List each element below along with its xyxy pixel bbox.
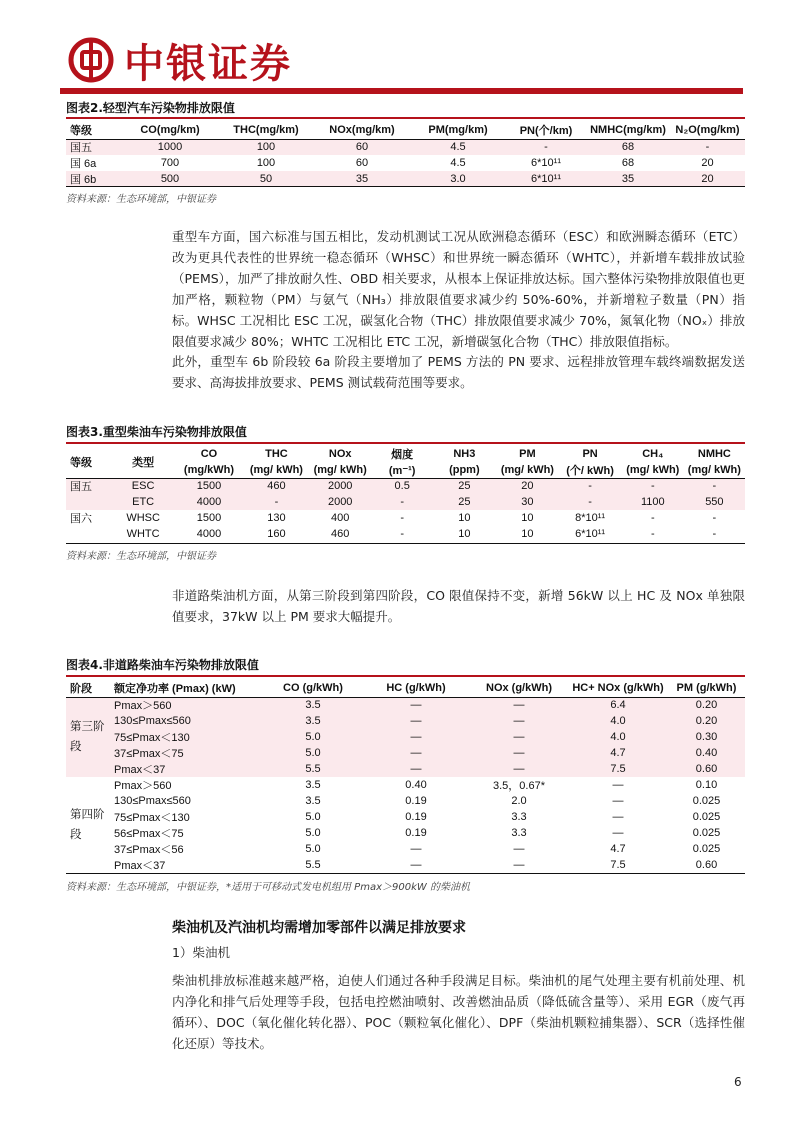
table-cell: 50: [218, 171, 314, 187]
table-cell: 35: [586, 171, 670, 187]
header-rule: [60, 88, 743, 94]
table-cell: 68: [586, 139, 670, 155]
table2-title: 图表2.轻型汽车污染物排放限值: [66, 101, 235, 115]
table2-header: N₂O(mg/km): [675, 124, 740, 136]
table-cell: 4.5: [410, 139, 506, 155]
table-cell: 4000: [173, 494, 244, 510]
brand-name: 中银证券: [124, 39, 292, 87]
table-cell: -: [650, 528, 655, 540]
table3-unit: (ppm): [449, 464, 480, 476]
table-cell: 1000: [122, 139, 218, 155]
table-cell: 100: [256, 157, 276, 169]
table-cell: —: [612, 811, 624, 823]
table-row: [66, 841, 745, 857]
table-cell: —: [470, 697, 568, 713]
table3-header: NH3: [453, 448, 476, 460]
table4-header: CO (g/kWh): [283, 682, 343, 694]
table-row: [66, 713, 745, 729]
table-cell: 75≤Pmax＜130: [114, 812, 190, 824]
table-cell: WHTC: [126, 528, 160, 540]
table-cell: 460: [245, 478, 309, 494]
table-cell: —: [513, 843, 525, 855]
table-cell: 0.60: [695, 859, 718, 871]
table-cell: 5.5: [264, 761, 362, 777]
table3-unit: (m⁻¹): [388, 464, 416, 477]
table-cell: -: [650, 512, 655, 524]
table-cell: 2000: [308, 494, 372, 510]
table-row: [66, 825, 745, 841]
table-cell: —: [513, 859, 525, 871]
table-cell: 0.19: [405, 795, 427, 807]
table-cell: 5.0: [305, 843, 321, 855]
table4: [66, 679, 745, 873]
paragraph-nonroad: 非道路柴油机方面，从第三阶段到第四阶段，CO 限值保持不变，新增 56kW 以上 HC 及 NOx 单独限值要求，37kW 以上 PM 要求大幅提升。: [172, 588, 745, 624]
table-row: [66, 171, 745, 187]
table-cell: 20: [670, 171, 745, 187]
table-cell: 0.60: [668, 761, 745, 777]
table-cell: 68: [621, 157, 635, 169]
stage3-label: 第三阶段: [66, 697, 110, 777]
table3-header: 等级: [70, 457, 92, 469]
table-cell: -: [400, 512, 405, 524]
table-cell: -: [400, 528, 405, 540]
table2-header: THC(mg/km): [233, 124, 299, 136]
table-cell: 35: [314, 171, 410, 187]
table-cell: 4.7: [610, 843, 626, 855]
table3-header: NMHC: [697, 448, 731, 460]
table-cell: 37≤Pmax＜75: [110, 745, 264, 761]
table3-unit: (个/ kWh): [566, 465, 614, 477]
table-cell: 0.19: [405, 827, 427, 839]
table-cell: -: [684, 478, 745, 494]
table-cell: 3.3: [511, 811, 527, 823]
table-cell: 10: [521, 528, 534, 540]
table-cell: 700: [160, 157, 180, 169]
table-cell: ESC: [113, 478, 174, 494]
table3-bottom-rule: [66, 543, 745, 544]
table2-source: 资料来源：生态环境部，中银证券: [66, 194, 216, 205]
table2-header: PM(mg/km): [428, 124, 488, 136]
table-cell: 60: [355, 157, 369, 169]
table-cell: 1500: [196, 512, 222, 524]
table3-header-row: [66, 446, 745, 462]
table-cell: 5.0: [305, 811, 321, 823]
table3-unit: (mg/ kWh): [626, 464, 680, 476]
table-cell: ETC: [113, 494, 174, 510]
paragraph-heavy-vehicle: 重型车方面，国六标准与国五相比，发动机测试工况从欧洲稳态循环（ESC）和欧洲瞬态循环（ETC）改为更具代表性的世界统一稳态循环（WHSC）和世界统一瞬态循环（WHTC），并新增车载排放试验（PEMS），加严了排放耐久性、OBD 相关要求，从根本上保证排放达标。国六整体污染物排放限值也更加严格，颗粒物（PM）与氨气（NH₃）排放限值要求减少约 50%-60%，并新增粒子数量（PN）指标。WHSC 工况相比 ESC 工况，碳氢化合物（THC）排放限值要求减少 70%，氮氧化物（NOₓ）排放限值要求减少 80%；WHTC 工况相比 ETC 工况，新增碳氢化合物（THC）排放限值指标。: [172, 229, 745, 349]
table3-title: 图表3.重型柴油车污染物排放限值: [66, 425, 247, 439]
paragraph-6b-stage: 此外，重型车 6b 阶段较 6a 阶段主要增加了 PEMS 方法的 PN 要求、远程排放管理车载终端数据发送要求、高海拔排放要求、PEMS 测试载荷范围等要求。: [172, 354, 745, 390]
table-cell: 0.20: [668, 697, 745, 713]
table-cell: 3.3: [511, 827, 527, 839]
table-cell: 0.025: [692, 795, 721, 807]
table-cell: 7.5: [610, 859, 626, 871]
table-cell: 130≤Pmax≤560: [114, 795, 191, 807]
table-cell: 0.5: [372, 478, 432, 494]
table-row: [66, 761, 745, 777]
table-cell: 400: [331, 512, 350, 524]
table-cell: 0.30: [668, 729, 745, 745]
table3: [66, 446, 745, 542]
table3-header: 烟度: [391, 449, 414, 461]
paragraph-diesel: 柴油机排放标准越来越严格，迫使人们通过各种手段满足目标。柴油机的尾气处理主要有机前处理、机内净化和排气后处理等手段，包括电控燃油喷射、改善燃油品质（降低硫含量等）、采用 EGR（废气再循环）、DOC（氧化催化转化器）、POC（颗粒氧化催化）、DPF（柴油机颗粒捕集器）、SCR（选择性催化还原）等技术。: [172, 973, 745, 1051]
table-cell: 0.025: [692, 843, 721, 855]
table4-header-row: [66, 679, 745, 697]
table-cell: —: [470, 713, 568, 729]
table-cell: -: [558, 478, 621, 494]
table-cell: -: [712, 512, 717, 524]
table3-header: PM: [519, 448, 536, 460]
table-cell: 500: [122, 171, 218, 187]
table-row: [66, 809, 745, 825]
table2-header-row: [66, 121, 745, 139]
table2-header: CO(mg/km): [140, 124, 200, 136]
table-cell: 100: [218, 139, 314, 155]
table-cell: 7.5: [568, 761, 668, 777]
table2-header: PN(个/km): [519, 125, 573, 137]
bank-of-china-logo-icon: [68, 37, 114, 83]
brand-logo: [68, 32, 318, 88]
table-cell: 4.5: [450, 157, 466, 169]
table-cell: 4000: [196, 528, 222, 540]
table3-header: CH₄: [642, 448, 664, 460]
table4-header: HC+ NOx (g/kWh): [572, 682, 664, 694]
table3-header: 类型: [132, 457, 155, 469]
table-cell: Pmax＜37: [114, 860, 166, 872]
table2-header-rule: [66, 139, 745, 140]
table-cell: —: [362, 761, 470, 777]
table-cell: —: [362, 729, 470, 745]
table-cell: 3.5: [305, 779, 321, 791]
table2-header: 等级: [70, 125, 92, 137]
table-cell: 10: [458, 528, 471, 540]
table-cell: 20: [496, 478, 558, 494]
table-cell: —: [470, 761, 568, 777]
table3-unit: (mg/kWh): [183, 464, 235, 476]
table-cell: 5.0: [264, 729, 362, 745]
table4-bottom-rule: [66, 873, 745, 874]
table4-rule: [66, 675, 745, 677]
table-cell: 0.40: [405, 779, 427, 791]
table-cell: -: [670, 139, 745, 155]
table-row: [66, 857, 745, 873]
page-number: 6: [734, 1075, 742, 1089]
table3-unit: (mg/ kWh): [249, 464, 303, 476]
table-cell: 国 6a: [70, 158, 97, 170]
table-cell: 4.7: [568, 745, 668, 761]
table-cell: WHSC: [126, 512, 160, 524]
table-cell: 10: [521, 512, 534, 524]
table2-bottom-rule: [66, 186, 745, 187]
table-cell: 75≤Pmax＜130: [110, 729, 264, 745]
table-cell: 2.0: [511, 795, 527, 807]
table-cell: 30: [496, 494, 558, 510]
table-cell: 0.025: [692, 811, 721, 823]
table-cell: 130≤Pmax≤560: [110, 713, 264, 729]
table-cell: 10: [458, 512, 471, 524]
table-cell: 0.19: [405, 811, 427, 823]
table-cell: 130: [267, 512, 286, 524]
table-row: [66, 155, 745, 171]
table4-header: 阶段: [70, 683, 92, 695]
section-subtitle: 1）柴油机: [172, 945, 230, 960]
table-cell: 4.0: [568, 713, 668, 729]
table3-rule: [66, 442, 745, 444]
table4-header: 额定净功率 (Pmax) (kW): [114, 683, 236, 695]
table-cell: 国五: [66, 478, 113, 494]
table-cell: 25: [432, 494, 496, 510]
table-cell: 3.0: [410, 171, 506, 187]
table4-header: HC (g/kWh): [386, 682, 446, 694]
table-cell: Pmax＞560: [110, 697, 264, 713]
table-cell: 25: [432, 478, 496, 494]
table-cell: 国 6b: [66, 171, 122, 187]
table-cell: —: [362, 745, 470, 761]
table-cell: —: [612, 827, 624, 839]
table-row: [66, 697, 745, 713]
table-cell: 0.025: [692, 827, 721, 839]
stage4-label: 第四阶段: [70, 809, 105, 841]
table4-header: NOx (g/kWh): [486, 682, 552, 694]
table-cell: —: [410, 843, 422, 855]
table-cell: 6*10¹¹: [506, 171, 586, 187]
table-cell: 550: [684, 494, 745, 510]
table-cell: -: [245, 494, 309, 510]
table-cell: Pmax＜37: [110, 761, 264, 777]
table-row: [66, 729, 745, 745]
table-cell: 0.10: [695, 779, 718, 791]
table4-header: PM (g/kWh): [676, 682, 737, 694]
table-cell: 8*10¹¹: [575, 512, 606, 524]
table3-header: NOx: [328, 448, 352, 460]
table-cell: 1100: [622, 494, 684, 510]
table-cell: Pmax＞560: [114, 780, 172, 792]
table-cell: 3.5: [305, 795, 321, 807]
table2: [66, 121, 745, 187]
table2-rule: [66, 117, 745, 119]
table-cell: -: [712, 528, 717, 540]
table3-header: PN: [582, 448, 598, 460]
table-cell: 6*10¹¹: [575, 528, 606, 540]
section-title: 柴油机及汽油机均需增加零部件以满足排放要求: [172, 920, 466, 936]
table-cell: [66, 526, 113, 542]
table-cell: 5.0: [264, 745, 362, 761]
table-cell: 4.0: [568, 729, 668, 745]
table-cell: 5.0: [305, 827, 321, 839]
table-cell: 37≤Pmax＜56: [114, 844, 184, 856]
table3-source: 资料来源：生态环境部，中银证券: [66, 551, 216, 562]
table-row: [66, 139, 745, 155]
table-cell: 160: [267, 528, 286, 540]
table2-header: NMHC(mg/km): [590, 124, 666, 136]
table-cell: 56≤Pmax＜75: [114, 828, 184, 840]
table-cell: 5.5: [305, 859, 321, 871]
table3-header: CO: [200, 448, 218, 460]
table3-unit: (mg/ kWh): [500, 464, 554, 476]
table-cell: —: [470, 729, 568, 745]
table-cell: 3.5，0.67*: [493, 780, 545, 792]
table-cell: —: [410, 859, 422, 871]
table-cell: —: [362, 697, 470, 713]
table-cell: 3.5: [264, 713, 362, 729]
table4-source: 资料来源：生态环境部，中银证券，*适用于可移动式发电机组用 Pmax＞900kW 的柴油机: [66, 882, 470, 893]
table-cell: 国五: [66, 139, 122, 155]
table-cell: -: [622, 478, 684, 494]
table3-header: THC: [265, 448, 288, 460]
table-cell: 3.5: [264, 697, 362, 713]
table4-title: 图表4.非道路柴油车污染物排放限值: [66, 658, 259, 672]
table-row: [66, 478, 745, 494]
table-cell: —: [470, 745, 568, 761]
table-cell: 460: [331, 528, 350, 540]
table-cell: 2000: [308, 478, 372, 494]
table-cell: -: [372, 494, 432, 510]
table-row: [66, 745, 745, 761]
table-cell: 6.4: [568, 697, 668, 713]
table-cell: 国六: [70, 513, 92, 525]
table-cell: 0.40: [668, 745, 745, 761]
table-cell: -: [558, 494, 621, 510]
table3-unit: (mg/ kWh): [313, 464, 367, 476]
table-cell: 0.20: [668, 713, 745, 729]
table3-header-rule: [66, 478, 745, 479]
table-row: [66, 526, 745, 542]
table-row: [66, 510, 745, 526]
table-cell: 6*10¹¹: [531, 157, 561, 169]
table-cell: [66, 494, 113, 510]
table-cell: 1500: [173, 478, 244, 494]
table-row: [66, 494, 745, 510]
table-row: [66, 793, 745, 809]
table2-header: NOx(mg/km): [329, 124, 395, 136]
table-cell: 60: [314, 139, 410, 155]
table-cell: 20: [701, 157, 714, 169]
table-cell: —: [362, 713, 470, 729]
table3-unit: (mg/ kWh): [687, 464, 741, 476]
table4-header-rule: [66, 697, 745, 698]
table-row: [66, 777, 745, 793]
table-cell: —: [612, 795, 624, 807]
table-cell: -: [506, 139, 586, 155]
table-cell: —: [612, 779, 624, 791]
